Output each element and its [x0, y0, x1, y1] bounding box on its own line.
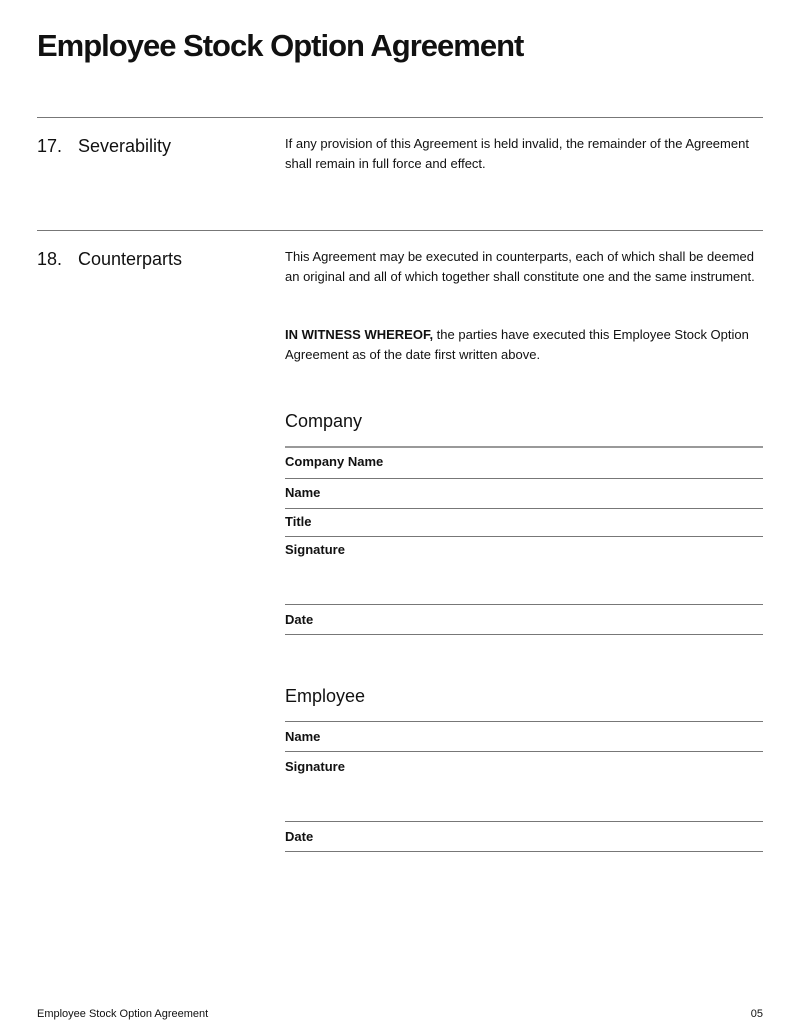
divider	[37, 117, 763, 118]
divider	[285, 721, 763, 722]
section-text: This Agreement may be executed in counterparts, each of which shall be deemed an original and all of which together shall constitute one and the same instrument.	[285, 249, 755, 284]
employee-signature-field[interactable]: Signature	[285, 759, 345, 774]
section-heading: Counterparts	[78, 249, 183, 269]
page-number: 05	[750, 1008, 763, 1020]
witness-bold: IN WITNESS WHEREOF,	[285, 327, 434, 342]
divider	[37, 230, 763, 231]
divider	[285, 851, 763, 852]
section-heading: Severability	[78, 136, 172, 156]
section-text: If any provision of this Agreement is held invalid, the remainder of the Agreement shall remain in full force and effect.	[285, 136, 749, 171]
section-number: 17.	[37, 136, 63, 156]
witness-clause	[285, 325, 763, 365]
divider	[285, 751, 763, 752]
company-title-field[interactable]: Title	[285, 514, 312, 529]
divider	[285, 604, 763, 605]
company-name-field[interactable]: Company Name	[285, 454, 384, 469]
company-signer-name-field[interactable]: Name	[285, 485, 321, 500]
footer-title: Employee Stock Option Agreement	[37, 1008, 209, 1020]
document-title: Employee Stock Option Agreement	[37, 28, 524, 63]
divider	[285, 821, 763, 822]
divider	[285, 634, 763, 635]
company-date-field[interactable]: Date	[285, 612, 314, 627]
section-number: 18.	[37, 249, 63, 269]
company-signature-field[interactable]: Signature	[285, 542, 345, 557]
employee-date-field[interactable]: Date	[285, 829, 314, 844]
divider	[285, 446, 763, 448]
employee-name-field[interactable]: Name	[285, 729, 321, 744]
divider	[285, 536, 763, 537]
divider	[285, 508, 763, 509]
witness-text: the parties have executed this Employee Stock Option Agreement as of the date first written above.	[285, 327, 749, 362]
divider	[285, 478, 763, 479]
employee-heading: Employee	[285, 686, 366, 706]
company-heading: Company	[285, 411, 363, 431]
